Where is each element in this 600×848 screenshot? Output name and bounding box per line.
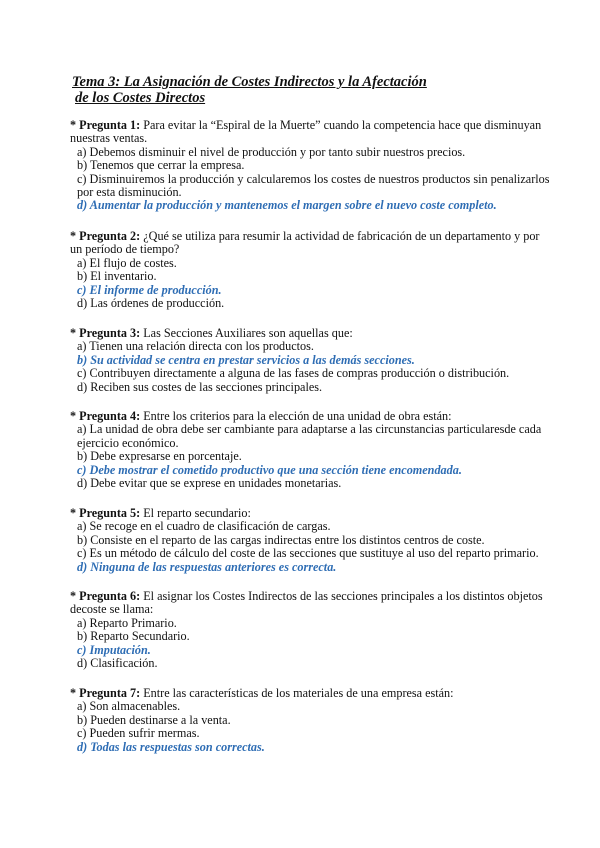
question-label: * Pregunta 4: xyxy=(70,409,141,423)
option-b: b) Consiste en el reparto de las cargas indirectas entre los distintos centros de coste. xyxy=(77,532,485,547)
question-4 xyxy=(70,410,552,490)
question-stem xyxy=(70,590,552,617)
option-d-correct: d) Aumentar la producción y mantenemos el margen sobre el nuevo coste completo. xyxy=(77,198,497,213)
question-label: * Pregunta 7: xyxy=(70,686,141,700)
option-b: b) Tenemos que cerrar la empresa. xyxy=(77,158,245,173)
title-line-2: de los Costes Directos xyxy=(75,90,206,106)
page-title xyxy=(72,74,427,106)
question-label: * Pregunta 6: xyxy=(70,589,141,603)
option-d: d) Las órdenes de producción. xyxy=(77,296,225,311)
question-3 xyxy=(70,327,552,394)
question-stem xyxy=(70,327,552,340)
option-a: a) Son almacenables. xyxy=(77,699,181,714)
option-b: b) El inventario. xyxy=(77,269,157,284)
question-stem xyxy=(70,119,552,146)
question-2 xyxy=(70,230,552,310)
option-a: a) El flujo de costes. xyxy=(77,255,177,270)
question-text: Las Secciones Auxiliares son aquellas que: xyxy=(143,326,353,340)
question-stem xyxy=(70,230,552,257)
question-stem xyxy=(70,410,552,423)
question-text: Entre las características de los materiales de una empresa están: xyxy=(143,686,454,700)
option-d: d) Debe evitar que se exprese en unidades monetarias. xyxy=(77,476,342,491)
option-c: c) Disminuiremos la producción y calcularemos los costes de nuestros productos sin penalizarlos por esta disminución. xyxy=(77,171,550,200)
option-d: d) Clasificación. xyxy=(77,656,158,671)
option-c: c) Pueden sufrir mermas. xyxy=(77,726,200,741)
option-a: a) Se recoge en el cuadro de clasificación de cargas. xyxy=(77,519,331,534)
option-a: a) La unidad de obra debe ser cambiante para adaptarse a las circunstancias particularesde cada ejercicio económico. xyxy=(77,422,542,450)
question-6 xyxy=(70,590,552,670)
option-c: c) Contribuyen directamente a alguna de las fases de compras producción o distribución. xyxy=(77,366,510,381)
question-stem xyxy=(70,687,552,700)
option-a: a) Tienen una relación directa con los productos. xyxy=(77,339,314,354)
question-text: ¿Qué se utiliza para resumir la actividad de fabricación de un departamento y por un período de tiempo? xyxy=(70,229,540,257)
question-7 xyxy=(70,687,552,754)
question-5 xyxy=(70,507,552,574)
question-text: Para evitar la “Espiral de la Muerte” cuando la competencia hace que disminuyan nuestras ventas. xyxy=(70,118,542,146)
option-d-correct: d) Todas las respuestas son correctas. xyxy=(77,739,265,754)
question-label: * Pregunta 1: xyxy=(70,118,141,132)
question-label: * Pregunta 2: xyxy=(70,229,141,243)
option-c-correct: c) Debe mostrar el cometido productivo que una sección tiene encomendada. xyxy=(77,462,462,477)
option-d-correct: d) Ninguna de las respuestas anteriores es correcta. xyxy=(77,559,337,574)
option-b-correct: b) Su actividad se centra en prestar servicios a las demás secciones. xyxy=(77,352,415,367)
title-line-1: Tema 3: La Asignación de Costes Indirectos y la Afectación xyxy=(72,74,427,90)
option-c-correct: c) Imputación. xyxy=(77,642,151,657)
option-c-correct: c) El informe de producción. xyxy=(77,282,222,297)
option-b: b) Pueden destinarse a la venta. xyxy=(77,712,231,727)
question-text: El reparto secundario: xyxy=(143,506,251,520)
option-b: b) Reparto Secundario. xyxy=(77,629,190,644)
question-1 xyxy=(70,119,552,213)
question-label: * Pregunta 3: xyxy=(70,326,141,340)
option-b: b) Debe expresarse en porcentaje. xyxy=(77,449,242,464)
option-a: a) Reparto Primario. xyxy=(77,615,177,630)
option-a: a) Debemos disminuir el nivel de producción y por tanto subir nuestros precios. xyxy=(77,144,466,159)
question-label: * Pregunta 5: xyxy=(70,506,141,520)
question-text: El asignar los Costes Indirectos de las secciones principales a los distintos objetos decoste se llama: xyxy=(70,589,543,617)
question-stem xyxy=(70,507,552,520)
option-c: c) Es un método de cálculo del coste de las secciones que sustituye al uso del reparto primario. xyxy=(77,546,539,561)
question-text: Entre los criterios para la elección de una unidad de obra están: xyxy=(143,409,452,423)
option-d: d) Reciben sus costes de las secciones principales. xyxy=(77,379,323,394)
